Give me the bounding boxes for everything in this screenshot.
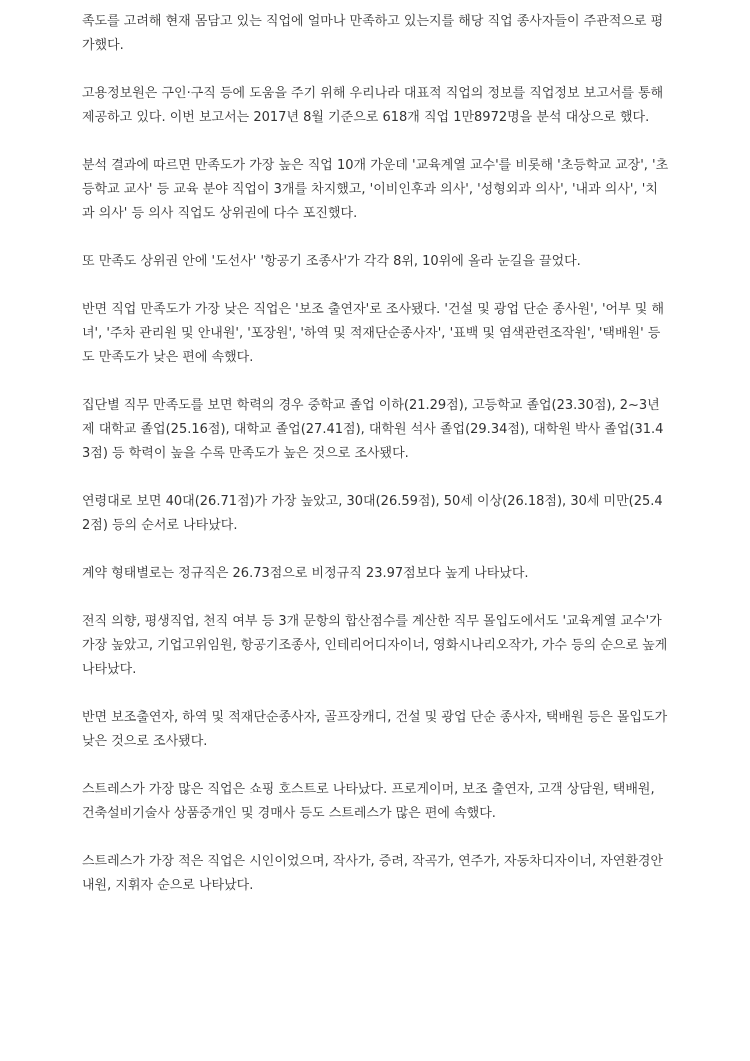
paragraph-age-scores: 연령대로 보면 40대(26.71점)가 가장 높았고, 30대(26.59점), 50세 이상(26.18점), 30세 미만(25.42점) 등의 순서로 나타났다. xyxy=(82,494,663,533)
paragraph-stress-low: 스트레스가 가장 적은 직업은 시인이었으며, 작사가, 증려, 작곡가, 연주가, 자동차디자이너, 자연환경안내원, 지휘자 순으로 나타났다. xyxy=(82,854,663,893)
paragraph-contract-type: 계약 형태별로는 정규직은 26.73점으로 비정규직 23.97점보다 높게 나타났다. xyxy=(82,566,529,581)
paragraph-top-jobs: 분석 결과에 따르면 만족도가 가장 높은 직업 10개 가운데 '교육계열 교수'를 비롯해 '초등학교 교장', '초등학교 교사' 등 교육 분야 직업이 3개를 차지했고, '이비인후과 의사', '성형외과 의사', '내과 의사', '치과 의사' 등 의사 직업도 상위권에 다수 포진했다. xyxy=(82,158,669,221)
paragraph-satisfaction-intro: 족도를 고려해 현재 몸담고 있는 직업에 얼마나 만족하고 있는지를 해당 직업 종사자들이 주관적으로 평가했다. xyxy=(82,14,664,53)
paragraph-stress-high: 스트레스가 가장 많은 직업은 쇼핑 호스트로 나타났다. 프로게이머, 보조 출연자, 고객 상담원, 택배원, 건축설비기술사 상품중개인 및 경매사 등도 스트레스가 많은 편에 속했다. xyxy=(82,782,655,821)
paragraph-lowest-jobs: 반면 직업 만족도가 가장 낮은 직업은 '보조 출연자'로 조사됐다. '건설 및 광업 단순 종사원', '어부 및 해녀', '주차 관리원 및 안내원', '포장원', '하역 및 적재단순종사자', '표백 및 염색관련조작원', '택배원' 등도 만족도가 낮은 편에 속했다. xyxy=(82,302,665,365)
paragraph-report-source: 고용정보원은 구인·구직 등에 도움을 주기 위해 우리나라 대표적 직업의 정보를 직업정보 보고서를 통해 제공하고 있다. 이번 보고서는 2017년 8월 기준으로 618개 직업 1만8972명을 분석 대상으로 했다. xyxy=(82,86,664,125)
paragraph-engagement-high: 전직 의향, 평생직업, 천직 여부 등 3개 문항의 합산점수를 계산한 직무 몰입도에서도 '교육계열 교수'가 가장 높았고, 기업고위임원, 항공기조종사, 인테리어디자이너, 영화시나리오작가, 가수 등의 순으로 높게 나타났다. xyxy=(82,614,668,677)
paragraph-engagement-low: 반면 보조출연자, 하역 및 적재단순종사자, 골프장캐디, 건설 및 광업 단순 종사자, 택배원 등은 몰입도가 낮은 것으로 조사됐다. xyxy=(82,710,668,749)
paragraph-education-scores: 집단별 직무 만족도를 보면 학력의 경우 중학교 졸업 이하(21.29점), 고등학교 졸업(23.30점), 2~3년제 대학교 졸업(25.16점), 대학교 졸업(27.41점), 대학원 석사 졸업(29.34점), 대학원 박사 졸업(31.43점) 등 학력이 높을 수록 만족도가 높은 것으로 조사됐다. xyxy=(82,398,664,461)
article-body xyxy=(82,10,670,922)
paragraph-pilot-rank: 또 만족도 상위권 안에 '도선사' '항공기 조종사'가 각각 8위, 10위에 올라 눈길을 끌었다. xyxy=(82,254,581,269)
